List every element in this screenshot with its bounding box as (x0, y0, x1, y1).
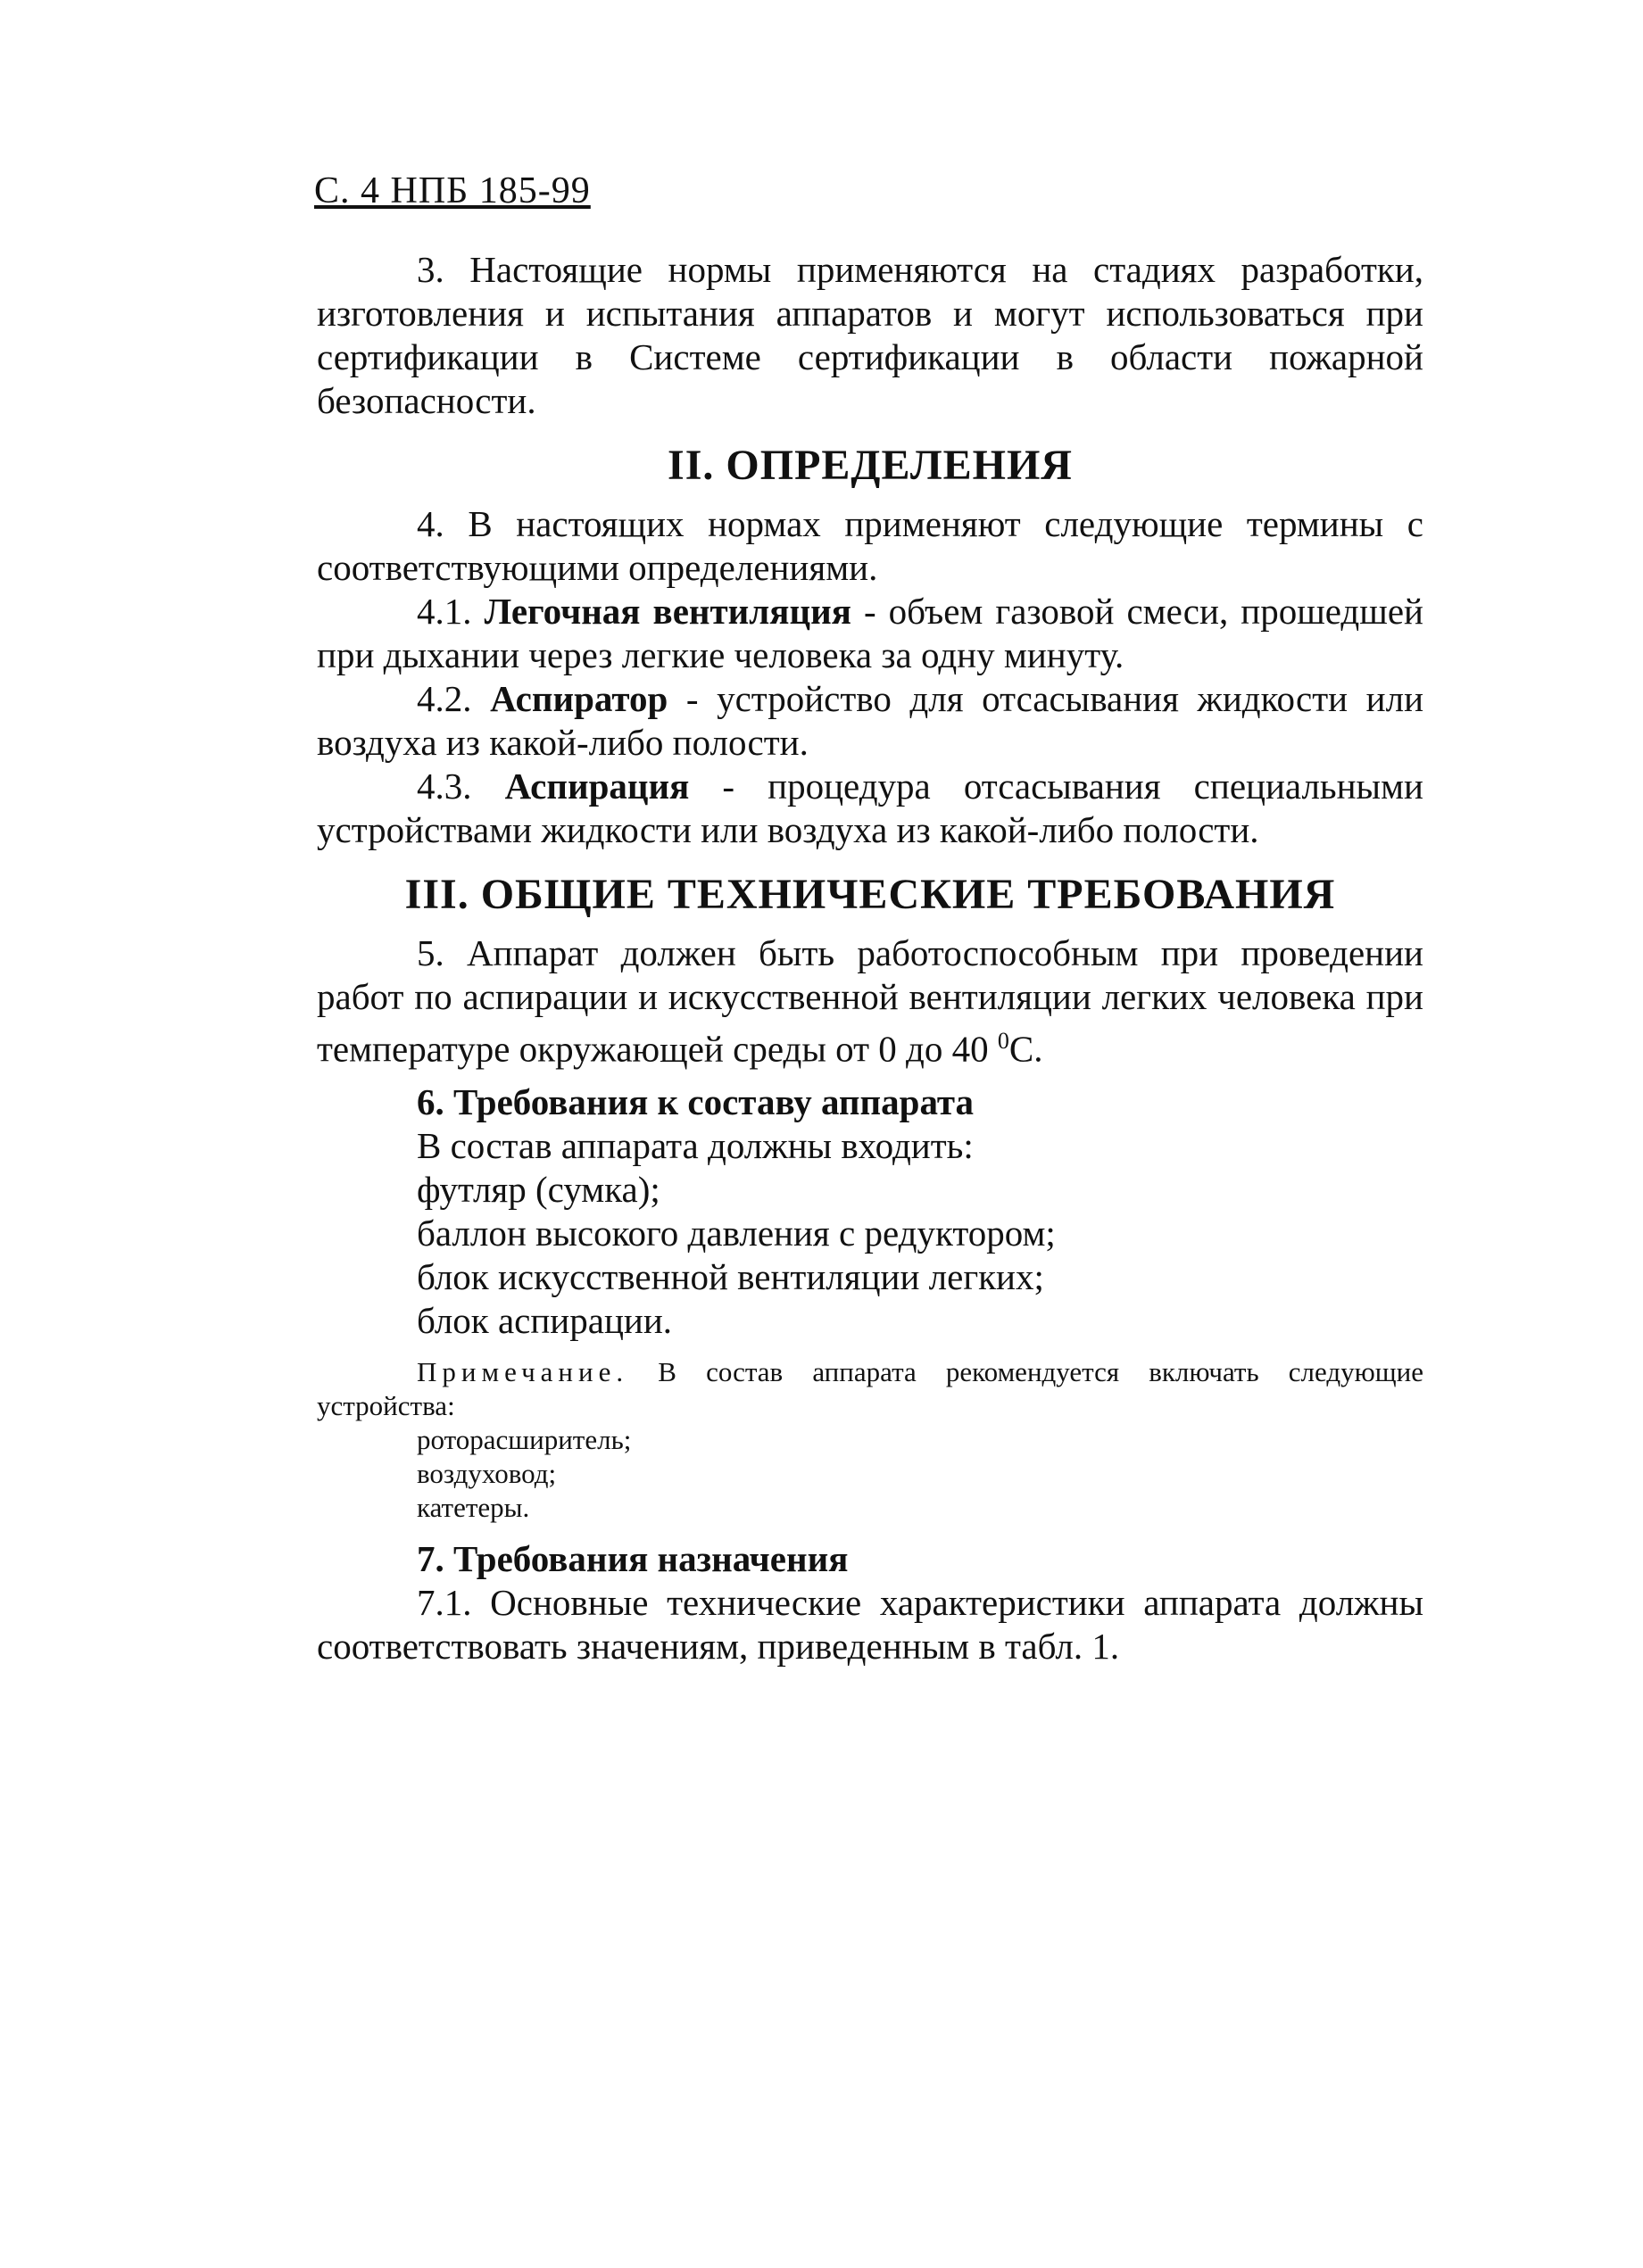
paragraph-5-text: 5. Аппарат должен быть работоспособным при проведении работ по аспирации и искусственной вентиляции легких человека при температуре окружающей среды от 0 до 40 (317, 932, 1423, 1070)
composition-item: блок искусственной вентиляции легких; (417, 1255, 1044, 1297)
note (317, 1355, 1423, 1423)
page-header: С. 4 НПБ 185-99 (314, 170, 591, 211)
composition-item: баллон высокого давления с редуктором; (417, 1212, 1056, 1254)
body-text (317, 248, 1423, 1668)
paragraph-7-1: 7.1. Основные технические характеристики аппарата должны соответствовать значениям, приведенным в табл. 1. (317, 1581, 1423, 1667)
paragraph-3: 3. Настоящие нормы применяются на стадиях разработки, изготовления и испытания аппаратов и могут использоваться при сертификации в Системе сертификации в области пожарной безопасности. (317, 249, 1423, 421)
note-item: роторасширитель; (417, 1423, 632, 1455)
definition-4-2-number: 4.2. (417, 678, 472, 719)
composition-intro: В состав аппарата должны входить: (417, 1124, 974, 1166)
definition-4-3-number: 4.3. (417, 766, 472, 807)
definition-4-1-term: Легочная вентиляция (484, 591, 851, 632)
composition-item: футляр (сумка); (417, 1168, 660, 1210)
note-label: Примечание. (417, 1355, 629, 1387)
definition-4-3 (317, 765, 1423, 852)
note-text: В состав аппарата рекомендуется включать следующие устройства: (317, 1355, 1423, 1421)
paragraph-5 (317, 931, 1423, 1072)
note-item: воздуховод; (417, 1457, 557, 1489)
definition-4-2-text: - устройство для отсасывания жидкости или воздуха из какой-либо полости. (317, 678, 1424, 763)
note-item: катетеры. (417, 1491, 530, 1523)
definition-4-3-term: Аспирация (504, 766, 690, 807)
degree-unit: С. (1008, 1028, 1043, 1070)
section-2-title: II. ОПРЕДЕЛЕНИЯ (668, 442, 1073, 489)
paragraph-4: 4. В настоящих нормах применяют следующие термины с соответствующими определениями. (317, 503, 1423, 588)
definition-4-3-text: - процедура отсасывания специальными устройствами жидкости или воздуха из какой-либо полости. (317, 766, 1423, 850)
subsection-7-title: 7. Требования назначения (417, 1537, 849, 1579)
definition-4-1-number: 4.1. (417, 591, 472, 632)
definition-4-1 (317, 590, 1423, 677)
definition-4-1-text: - объем газовой смеси, прошедшей при дыхании через легкие человека за одну минуту. (317, 591, 1423, 675)
degree-superscript: 0 (997, 1028, 1009, 1054)
definition-4-2 (317, 677, 1423, 765)
subsection-6-title: 6. Требования к составу аппарата (417, 1080, 975, 1122)
definition-4-2-term: Аспиратор (490, 678, 668, 719)
section-3-title: III. ОБЩИЕ ТЕХНИЧЕСКИЕ ТРЕБОВАНИЯ (404, 871, 1336, 918)
composition-item: блок аспирации. (417, 1299, 673, 1341)
